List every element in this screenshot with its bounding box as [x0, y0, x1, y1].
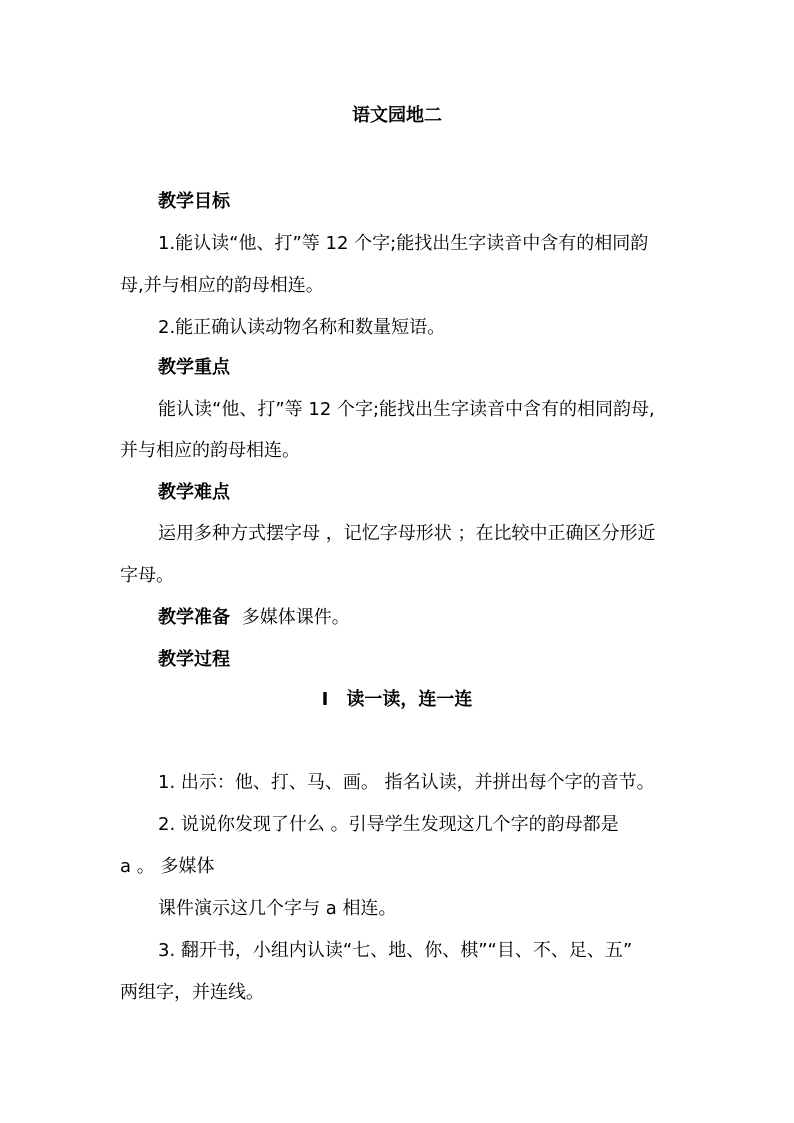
- step3-line1: 3. 翻开书，小组内认读“七、地、你、棋”“目、不、足、五”: [158, 940, 633, 961]
- process-heading: 教学过程: [158, 649, 230, 670]
- step2-line1: 2. 说说你发现了什么 。引导学生发现这几个字的韵母都是: [158, 814, 619, 835]
- document-title: 语文园地二: [352, 105, 442, 126]
- step2-line3: 课件演示这几个字与 a 相连。: [158, 898, 397, 919]
- difficulties-line1: 运用多种方式摆字母 ，记忆字母形状 ；在比较中正确区分形近: [158, 523, 656, 544]
- objectives-heading: 教学目标: [158, 191, 230, 212]
- objectives-item2: 2.能正确认读动物名称和数量短语。: [158, 317, 446, 338]
- preparation-text: 多媒体课件。: [241, 607, 350, 628]
- objectives-item1-line2: 母,并与相应的韵母相连。: [120, 275, 324, 296]
- step1: 1. 出示：他、打、马、画。 指名认读，并拼出每个字的音节。: [158, 772, 655, 793]
- step2-line2: a 。 多媒体: [120, 856, 215, 877]
- section-title: Ⅰ 读一读，连一连: [321, 689, 473, 710]
- key-points-heading: 教学重点: [158, 357, 230, 378]
- key-points-line2: 并与相应的韵母相连。: [120, 440, 300, 461]
- difficulties-line2: 字母。: [120, 565, 174, 586]
- objectives-item1-line1: 1.能认读“他、打”等 12 个字;能找出生字读音中含有的相同韵: [158, 233, 649, 254]
- step3-line2: 两组字，并连线。: [120, 982, 264, 1003]
- preparation-heading: 教学准备: [158, 607, 230, 628]
- key-points-line1: 能认读“他、打”等 12 个字;能找出生字读音中含有的相同韵母,: [158, 399, 655, 420]
- difficulties-heading: 教学难点: [158, 482, 230, 503]
- preparation-line: [158, 606, 350, 630]
